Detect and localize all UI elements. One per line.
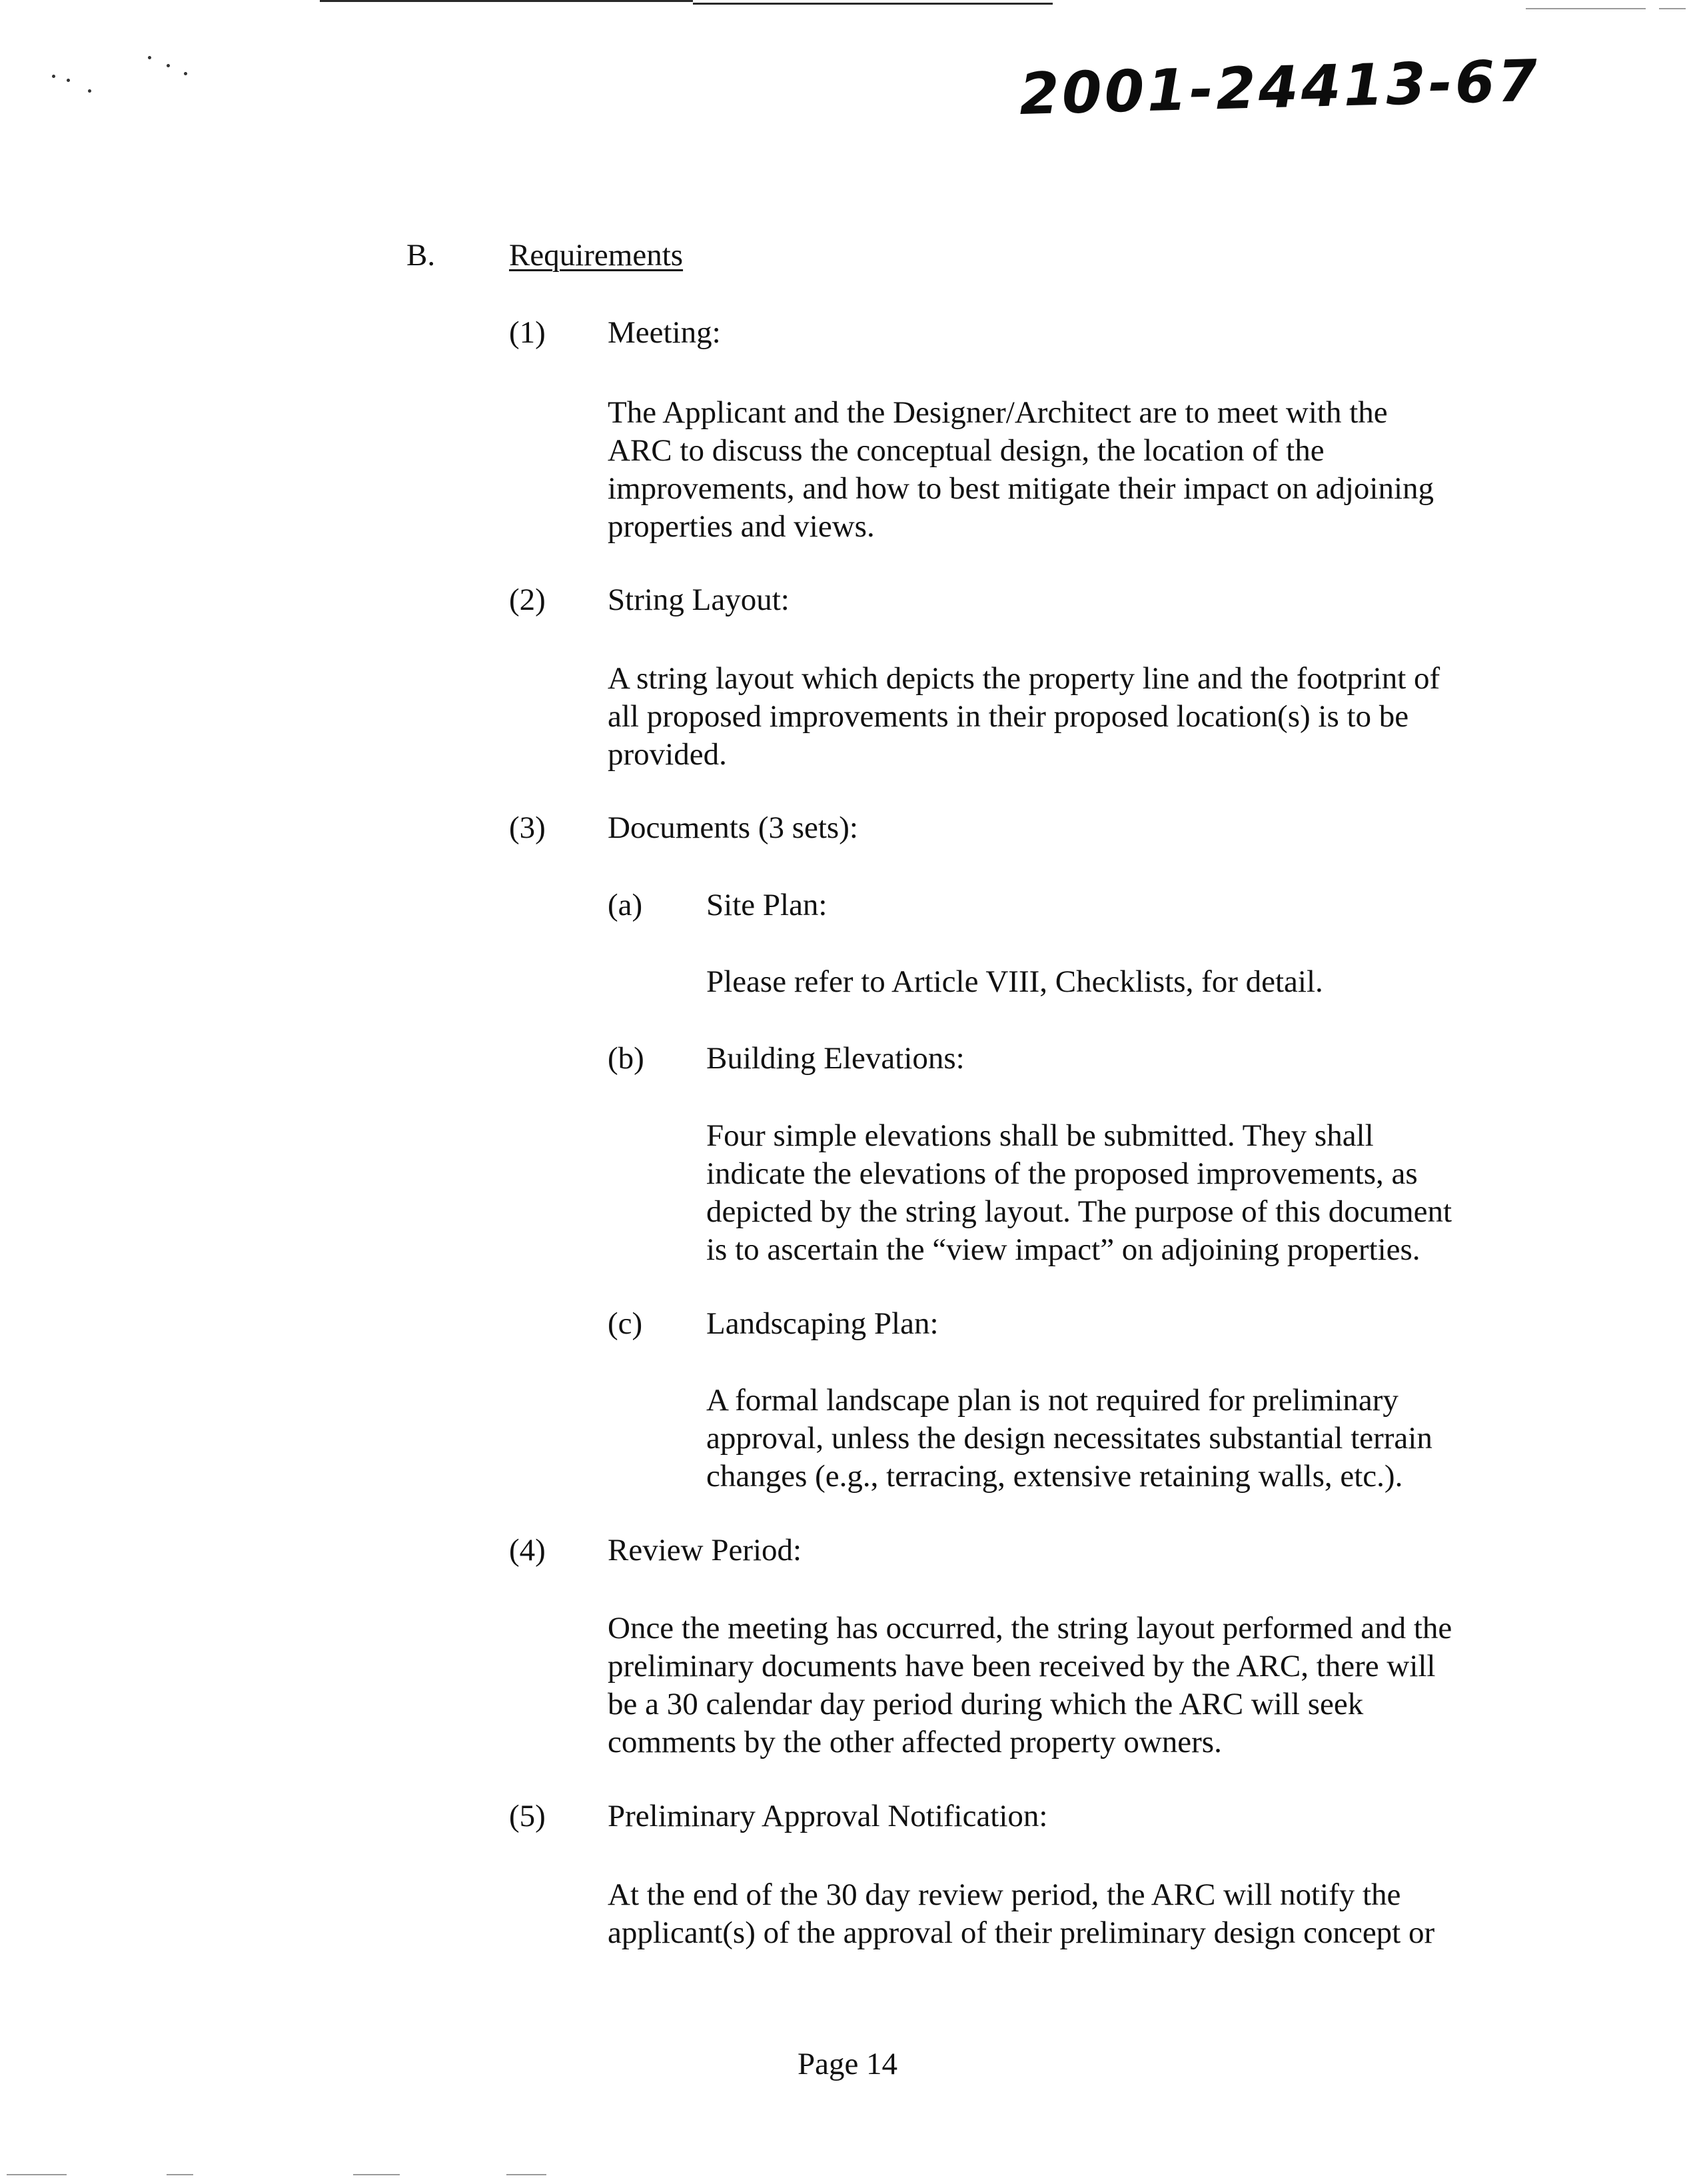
item-number: (2) bbox=[509, 582, 546, 617]
scan-artifact-line bbox=[320, 0, 693, 2]
item-heading-preliminary-approval: Preliminary Approval Notification: bbox=[608, 1799, 1048, 1833]
item-text-line: ARC to discuss the conceptual design, the location of the bbox=[608, 433, 1325, 468]
subitem-text-line: depicted by the string layout. The purpose of this document bbox=[706, 1194, 1452, 1229]
item-heading-meeting: Meeting: bbox=[608, 315, 721, 350]
item-text-line: be a 30 calendar day period during which the ARC will seek bbox=[608, 1687, 1364, 1721]
scan-speck bbox=[184, 72, 187, 75]
subitem-text-line: Please refer to Article VIII, Checklists, for detail. bbox=[706, 964, 1323, 999]
subitem-letter: (c) bbox=[608, 1306, 643, 1341]
item-text-line: improvements, and how to best mitigate their impact on adjoining bbox=[608, 471, 1434, 506]
scan-speck bbox=[52, 75, 55, 78]
item-text-line: The Applicant and the Designer/Architect are to meet with the bbox=[608, 395, 1388, 430]
scan-artifact-dash bbox=[7, 2174, 67, 2175]
scan-artifact-dash bbox=[1526, 8, 1646, 9]
item-text-line: Once the meeting has occurred, the string layout performed and the bbox=[608, 1611, 1452, 1645]
item-number: (4) bbox=[509, 1533, 546, 1568]
handwritten-document-number: 2001-24413-67 bbox=[1018, 47, 1541, 128]
item-text-line: At the end of the 30 day review period, the ARC will notify the bbox=[608, 1877, 1401, 1912]
scan-speck bbox=[167, 64, 170, 67]
item-number: (3) bbox=[509, 810, 546, 845]
subitem-text-line: is to ascertain the “view impact” on adjoining properties. bbox=[706, 1232, 1420, 1267]
scan-artifact-dash bbox=[506, 2174, 546, 2175]
section-marker: B. bbox=[406, 238, 436, 273]
page-number: Page 14 bbox=[797, 2047, 898, 2081]
subitem-text-line: A formal landscape plan is not required for preliminary bbox=[706, 1383, 1399, 1418]
item-text-line: preliminary documents have been received by the ARC, there will bbox=[608, 1649, 1436, 1683]
scan-speck bbox=[148, 56, 151, 59]
item-heading-documents: Documents (3 sets): bbox=[608, 810, 858, 845]
item-text-line: comments by the other affected property owners. bbox=[608, 1725, 1222, 1759]
item-text-line: properties and views. bbox=[608, 509, 875, 544]
scan-speck bbox=[88, 89, 91, 93]
item-text-line: provided. bbox=[608, 737, 727, 772]
item-text-line: A string layout which depicts the property line and the footprint of bbox=[608, 661, 1440, 696]
subitem-text-line: approval, unless the design necessitates substantial terrain bbox=[706, 1421, 1432, 1456]
subitem-text-line: indicate the elevations of the proposed improvements, as bbox=[706, 1156, 1418, 1191]
item-number: (5) bbox=[509, 1799, 546, 1833]
scan-artifact-line bbox=[693, 3, 1053, 5]
scan-artifact-dash bbox=[1659, 8, 1686, 9]
subitem-text-line: Four simple elevations shall be submitted. They shall bbox=[706, 1118, 1374, 1153]
subitem-letter: (b) bbox=[608, 1041, 644, 1076]
subitem-heading-site-plan: Site Plan: bbox=[706, 888, 828, 922]
item-heading-review-period: Review Period: bbox=[608, 1533, 802, 1568]
item-text-line: all proposed improvements in their proposed location(s) is to be bbox=[608, 699, 1409, 734]
item-text-line: applicant(s) of the approval of their preliminary design concept or bbox=[608, 1915, 1435, 1950]
subitem-heading-landscaping-plan: Landscaping Plan: bbox=[706, 1306, 939, 1341]
subitem-letter: (a) bbox=[608, 888, 643, 922]
scan-artifact-dash bbox=[167, 2174, 193, 2175]
subitem-text-line: changes (e.g., terracing, extensive retaining walls, etc.). bbox=[706, 1459, 1403, 1494]
subitem-heading-building-elevations: Building Elevations: bbox=[706, 1041, 965, 1076]
scan-speck bbox=[67, 79, 70, 82]
item-number: (1) bbox=[509, 315, 546, 350]
scan-artifact-dash bbox=[353, 2174, 400, 2175]
item-heading-string-layout: String Layout: bbox=[608, 582, 790, 617]
section-title: Requirements bbox=[509, 238, 684, 273]
